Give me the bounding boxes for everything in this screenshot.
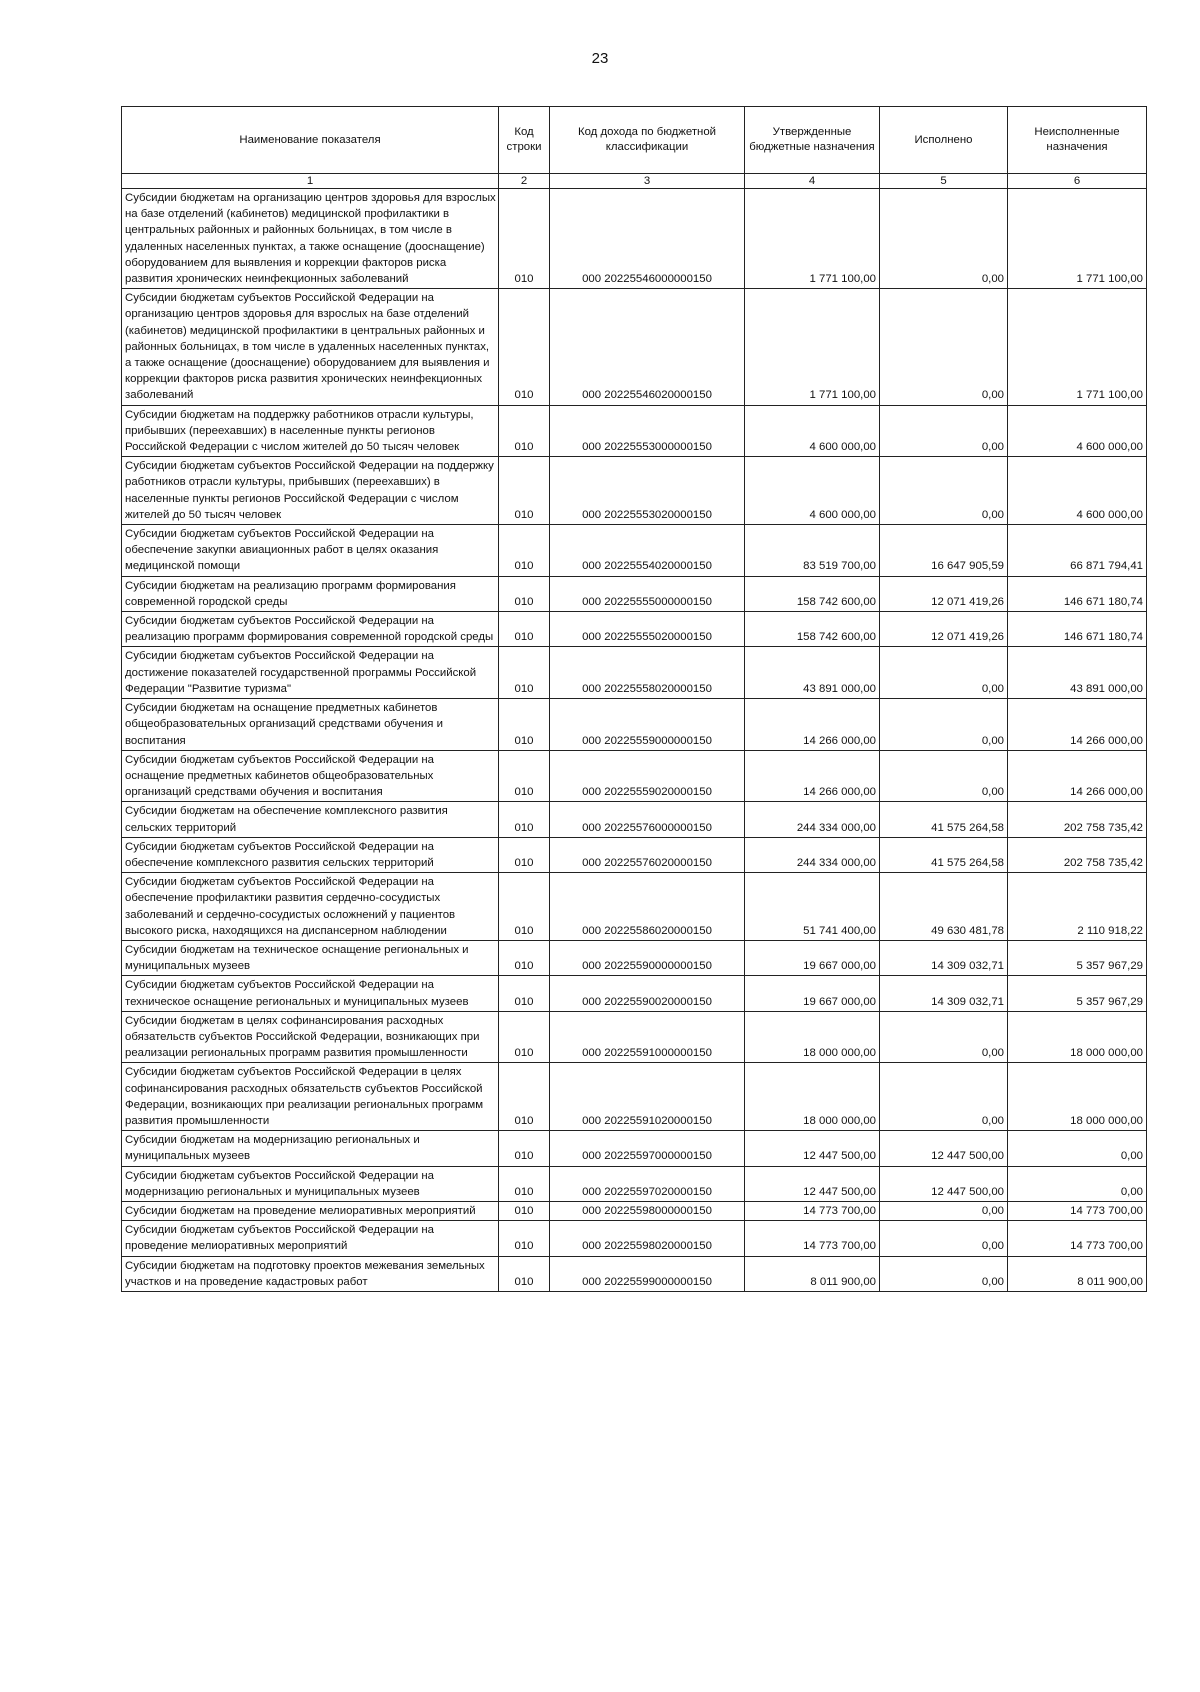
header-line-code: Код строки [499,107,550,174]
row-income-code: 000 20225576000000150 [550,802,745,837]
row-indicator-name: Субсидии бюджетам на модернизацию региональных и муниципальных музеев [122,1131,499,1166]
row-unexecuted-amount: 2 110 918,22 [1008,873,1147,941]
row-line-code: 010 [499,1256,550,1291]
row-indicator-name: Субсидии бюджетам на организацию центров здоровья для взрослых на базе отделений (кабинетов) медицинской профилактики в центральных районных и районных больницах, в том числе в удаленных населенных пунктах, а также оснащение (дооснащение) оборудованием для выявления и коррекции факторов риска развития хронических неинфекционных заболеваний [122,189,499,289]
row-unexecuted-amount: 66 871 794,41 [1008,525,1147,577]
row-income-code: 000 20225555000000150 [550,576,745,611]
row-approved-amount: 14 266 000,00 [745,699,880,751]
row-line-code: 010 [499,457,550,525]
row-indicator-name: Субсидии бюджетам субъектов Российской Федерации на модернизацию региональных и муниципальных музеев [122,1166,499,1201]
table-row [122,1063,1147,1131]
row-executed-amount: 12 071 419,26 [880,576,1008,611]
row-income-code: 000 20225597000000150 [550,1131,745,1166]
table-row [122,525,1147,577]
table-row [122,189,1147,289]
row-unexecuted-amount: 0,00 [1008,1131,1147,1166]
row-executed-amount: 0,00 [880,699,1008,751]
row-indicator-name: Субсидии бюджетам субъектов Российской Федерации на реализацию программ формирования современной городской среды [122,612,499,647]
row-indicator-name: Субсидии бюджетам на подготовку проектов межевания земельных участков и на проведение кадастровых работ [122,1256,499,1291]
row-line-code: 010 [499,802,550,837]
row-executed-amount: 0,00 [880,1063,1008,1131]
row-unexecuted-amount: 0,00 [1008,1166,1147,1201]
row-approved-amount: 19 667 000,00 [745,940,880,975]
column-number: 5 [880,174,1008,189]
row-executed-amount: 16 647 905,59 [880,525,1008,577]
row-executed-amount: 0,00 [880,1256,1008,1291]
row-approved-amount: 51 741 400,00 [745,873,880,941]
header-indicator-name: Наименование показателя [122,107,499,174]
row-line-code: 010 [499,405,550,457]
row-executed-amount: 12 447 500,00 [880,1131,1008,1166]
row-approved-amount: 12 447 500,00 [745,1131,880,1166]
row-income-code: 000 20225546020000150 [550,289,745,405]
row-line-code: 010 [499,1201,550,1220]
row-indicator-name: Субсидии бюджетам на реализацию программ формирования современной городской среды [122,576,499,611]
column-number-row [122,174,1147,189]
row-income-code: 000 20225559000000150 [550,699,745,751]
column-number: 1 [122,174,499,189]
row-indicator-name: Субсидии бюджетам субъектов Российской Федерации на проведение мелиоративных мероприятий [122,1221,499,1256]
table-header [122,107,1147,189]
row-indicator-name: Субсидии бюджетам на проведение мелиоративных мероприятий [122,1201,499,1220]
table-body [122,189,1147,1292]
row-executed-amount: 14 309 032,71 [880,976,1008,1011]
row-approved-amount: 14 773 700,00 [745,1221,880,1256]
row-executed-amount: 41 575 264,58 [880,802,1008,837]
column-number: 4 [745,174,880,189]
row-executed-amount: 0,00 [880,750,1008,802]
row-approved-amount: 158 742 600,00 [745,576,880,611]
row-income-code: 000 20225555020000150 [550,612,745,647]
row-unexecuted-amount: 5 357 967,29 [1008,976,1147,1011]
row-indicator-name: Субсидии бюджетам на обеспечение комплексного развития сельских территорий [122,802,499,837]
row-approved-amount: 43 891 000,00 [745,647,880,699]
row-line-code: 010 [499,1221,550,1256]
row-line-code: 010 [499,189,550,289]
row-income-code: 000 20225598000000150 [550,1201,745,1220]
header-row [122,107,1147,174]
row-line-code: 010 [499,289,550,405]
row-income-code: 000 20225553000000150 [550,405,745,457]
row-approved-amount: 4 600 000,00 [745,457,880,525]
row-unexecuted-amount: 202 758 735,42 [1008,837,1147,872]
row-unexecuted-amount: 5 357 967,29 [1008,940,1147,975]
table-row [122,750,1147,802]
row-line-code: 010 [499,576,550,611]
row-line-code: 010 [499,1166,550,1201]
row-income-code: 000 20225576020000150 [550,837,745,872]
column-number: 3 [550,174,745,189]
row-unexecuted-amount: 1 771 100,00 [1008,289,1147,405]
row-line-code: 010 [499,1063,550,1131]
column-number: 2 [499,174,550,189]
row-executed-amount: 0,00 [880,457,1008,525]
table-row [122,1221,1147,1256]
page-number: 23 [591,50,609,67]
row-approved-amount: 158 742 600,00 [745,612,880,647]
table-row [122,647,1147,699]
row-income-code: 000 20225558020000150 [550,647,745,699]
row-income-code: 000 20225591000000150 [550,1011,745,1063]
row-income-code: 000 20225597020000150 [550,1166,745,1201]
row-income-code: 000 20225598020000150 [550,1221,745,1256]
row-executed-amount: 12 447 500,00 [880,1166,1008,1201]
row-executed-amount: 49 630 481,78 [880,873,1008,941]
table-row [122,976,1147,1011]
row-executed-amount: 0,00 [880,1011,1008,1063]
row-indicator-name: Субсидии бюджетам субъектов Российской Федерации на техническое оснащение региональных и муниципальных музеев [122,976,499,1011]
header-unexecuted: Неисполненные назначения [1008,107,1147,174]
row-indicator-name: Субсидии бюджетам субъектов Российской Федерации в целях софинансирования расходных обязательств субъектов Российской Федерации, возникающих при реализации региональных программ развития промышленности [122,1063,499,1131]
row-executed-amount: 14 309 032,71 [880,940,1008,975]
row-unexecuted-amount: 1 771 100,00 [1008,189,1147,289]
row-unexecuted-amount: 14 773 700,00 [1008,1201,1147,1220]
row-executed-amount: 0,00 [880,647,1008,699]
table-row [122,1201,1147,1220]
table-row [122,940,1147,975]
row-approved-amount: 83 519 700,00 [745,525,880,577]
row-approved-amount: 1 771 100,00 [745,289,880,405]
table-row [122,576,1147,611]
table-row [122,1166,1147,1201]
row-unexecuted-amount: 14 266 000,00 [1008,699,1147,751]
row-income-code: 000 20225554020000150 [550,525,745,577]
row-indicator-name: Субсидии бюджетам субъектов Российской Федерации на поддержку работников отрасли культуры, прибывших (переехавших) в населенные пункты регионов Российской Федерации с числом жителей до 50 тысяч человек [122,457,499,525]
table-row [122,457,1147,525]
row-approved-amount: 19 667 000,00 [745,976,880,1011]
row-indicator-name: Субсидии бюджетам на поддержку работников отрасли культуры, прибывших (переехавших) в населенные пункты регионов Российской Федерации с числом жителей до 50 тысяч человек [122,405,499,457]
column-number: 6 [1008,174,1147,189]
header-income-code: Код дохода по бюджетной классификации [550,107,745,174]
row-unexecuted-amount: 14 266 000,00 [1008,750,1147,802]
row-unexecuted-amount: 146 671 180,74 [1008,612,1147,647]
table-row [122,612,1147,647]
row-executed-amount: 41 575 264,58 [880,837,1008,872]
row-indicator-name: Субсидии бюджетам субъектов Российской Федерации на организацию центров здоровья для взрослых на базе отделений (кабинетов) медицинской профилактики в центральных районных и районных больницах, в том числе в удаленных населенных пунктах, а также оснащение (дооснащение) оборудованием для выявления и коррекции факторов риска развития хронических неинфекционных заболеваний [122,289,499,405]
row-income-code: 000 20225559020000150 [550,750,745,802]
row-executed-amount: 0,00 [880,405,1008,457]
row-indicator-name: Субсидии бюджетам субъектов Российской Федерации на обеспечение закупки авиационных работ в целях оказания медицинской помощи [122,525,499,577]
row-unexecuted-amount: 146 671 180,74 [1008,576,1147,611]
row-indicator-name: Субсидии бюджетам субъектов Российской Федерации на обеспечение комплексного развития сельских территорий [122,837,499,872]
table-row [122,1011,1147,1063]
budget-report-table [121,106,1147,1292]
row-indicator-name: Субсидии бюджетам в целях софинансирования расходных обязательств субъектов Российской Федерации, возникающих при реализации региональных программ развития промышленности [122,1011,499,1063]
row-line-code: 010 [499,612,550,647]
row-line-code: 010 [499,976,550,1011]
table-row [122,405,1147,457]
row-indicator-name: Субсидии бюджетам на оснащение предметных кабинетов общеобразовательных организаций средствами обучения и воспитания [122,699,499,751]
header-approved: Утвержденные бюджетные назначения [745,107,880,174]
row-income-code: 000 20225599000000150 [550,1256,745,1291]
row-indicator-name: Субсидии бюджетам на техническое оснащение региональных и муниципальных музеев [122,940,499,975]
row-line-code: 010 [499,873,550,941]
row-indicator-name: Субсидии бюджетам субъектов Российской Федерации на достижение показателей государственной программы Российской Федерации "Развитие туризма" [122,647,499,699]
row-income-code: 000 20225591020000150 [550,1063,745,1131]
row-income-code: 000 20225553020000150 [550,457,745,525]
row-approved-amount: 244 334 000,00 [745,837,880,872]
row-approved-amount: 12 447 500,00 [745,1166,880,1201]
row-line-code: 010 [499,1131,550,1166]
row-approved-amount: 4 600 000,00 [745,405,880,457]
row-line-code: 010 [499,525,550,577]
table-row [122,873,1147,941]
header-executed: Исполнено [880,107,1008,174]
row-approved-amount: 244 334 000,00 [745,802,880,837]
row-income-code: 000 20225546000000150 [550,189,745,289]
row-line-code: 010 [499,647,550,699]
row-indicator-name: Субсидии бюджетам субъектов Российской Федерации на обеспечение профилактики развития сердечно-сосудистых заболеваний и сердечно-сосудистых осложнений у пациентов высокого риска, находящихся на диспансерном наблюдении [122,873,499,941]
row-approved-amount: 18 000 000,00 [745,1011,880,1063]
row-line-code: 010 [499,940,550,975]
row-approved-amount: 14 773 700,00 [745,1201,880,1220]
row-executed-amount: 0,00 [880,289,1008,405]
row-approved-amount: 1 771 100,00 [745,189,880,289]
table-row [122,289,1147,405]
row-executed-amount: 0,00 [880,189,1008,289]
table-row [122,802,1147,837]
row-line-code: 010 [499,1011,550,1063]
table-row [122,1256,1147,1291]
table-row [122,699,1147,751]
row-approved-amount: 14 266 000,00 [745,750,880,802]
row-unexecuted-amount: 43 891 000,00 [1008,647,1147,699]
row-approved-amount: 8 011 900,00 [745,1256,880,1291]
table-row [122,1131,1147,1166]
row-line-code: 010 [499,837,550,872]
row-unexecuted-amount: 202 758 735,42 [1008,802,1147,837]
row-unexecuted-amount: 14 773 700,00 [1008,1221,1147,1256]
row-income-code: 000 20225590020000150 [550,976,745,1011]
row-indicator-name: Субсидии бюджетам субъектов Российской Федерации на оснащение предметных кабинетов общеобразовательных организаций средствами обучения и воспитания [122,750,499,802]
row-income-code: 000 20225590000000150 [550,940,745,975]
row-executed-amount: 12 071 419,26 [880,612,1008,647]
table-row [122,837,1147,872]
row-approved-amount: 18 000 000,00 [745,1063,880,1131]
row-line-code: 010 [499,750,550,802]
row-unexecuted-amount: 4 600 000,00 [1008,405,1147,457]
row-executed-amount: 0,00 [880,1201,1008,1220]
row-unexecuted-amount: 18 000 000,00 [1008,1011,1147,1063]
row-unexecuted-amount: 8 011 900,00 [1008,1256,1147,1291]
row-income-code: 000 20225586020000150 [550,873,745,941]
row-executed-amount: 0,00 [880,1221,1008,1256]
row-unexecuted-amount: 18 000 000,00 [1008,1063,1147,1131]
row-unexecuted-amount: 4 600 000,00 [1008,457,1147,525]
row-line-code: 010 [499,699,550,751]
